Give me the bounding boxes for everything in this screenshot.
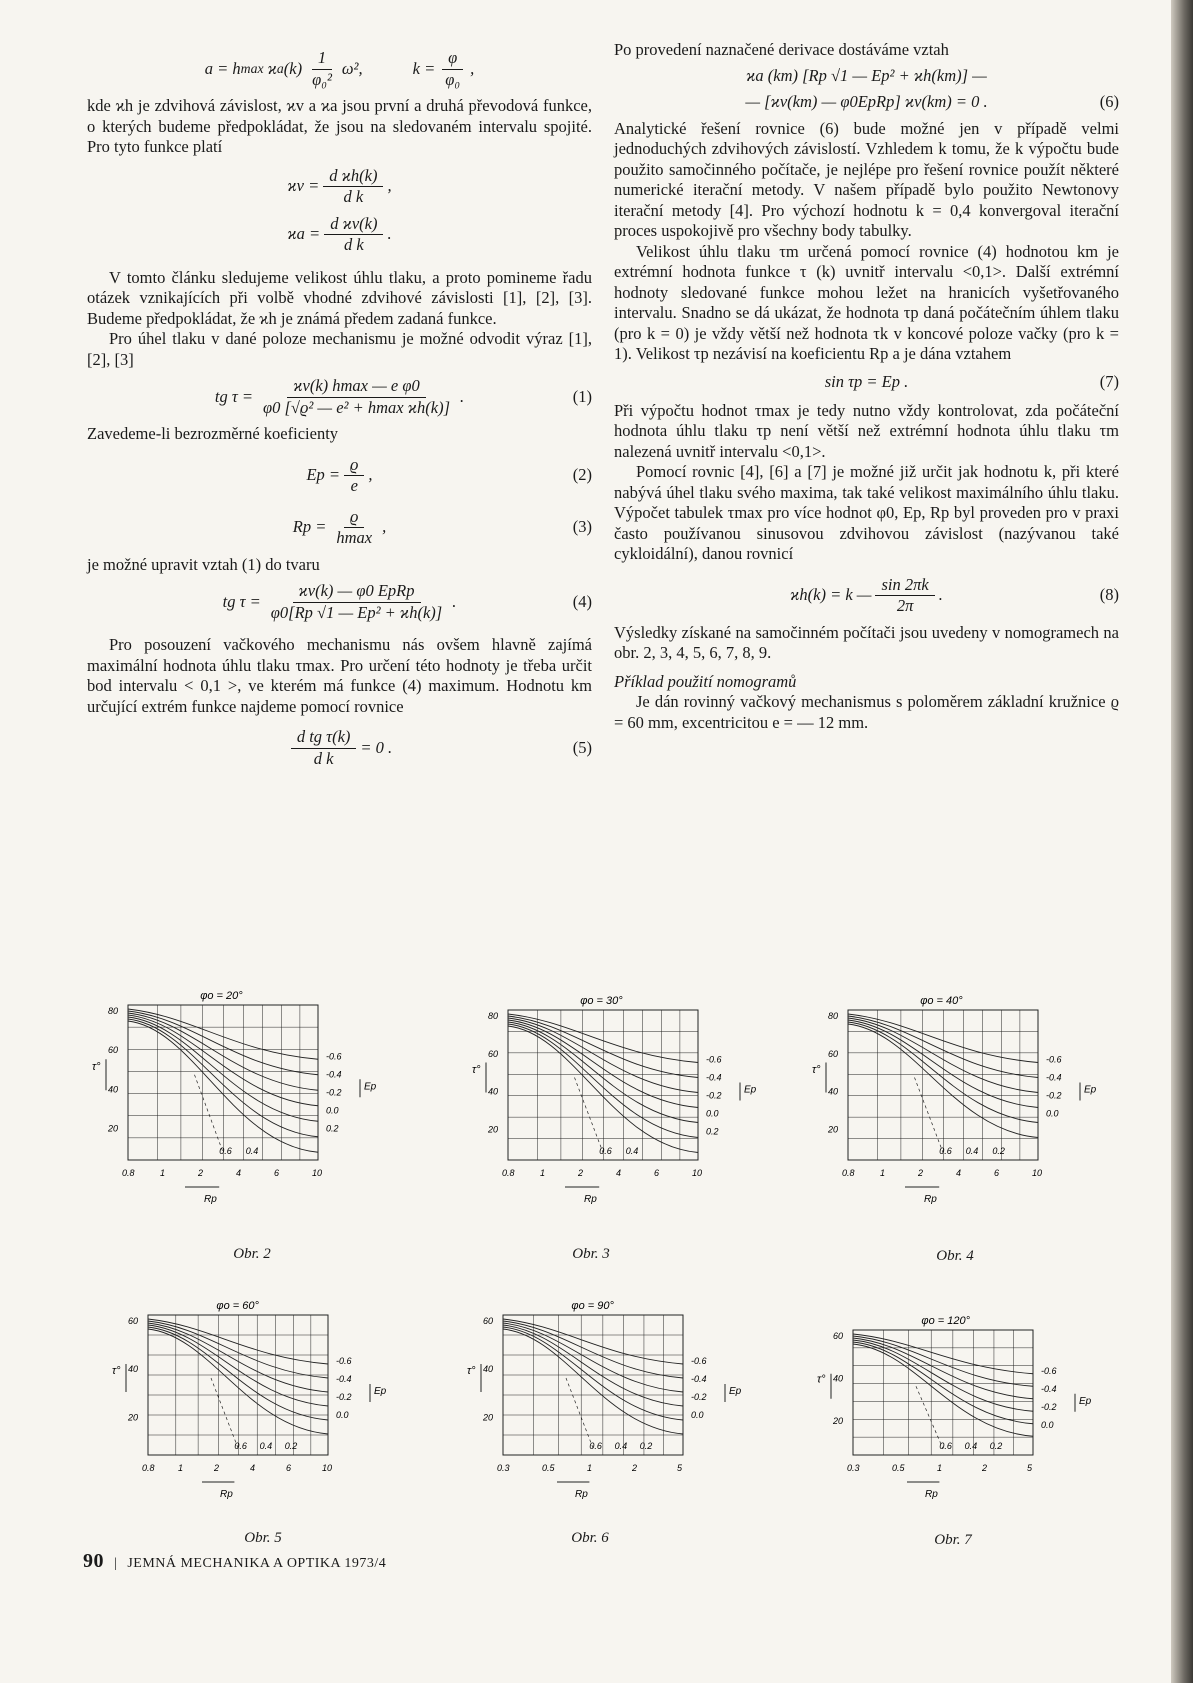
y-tick-label: 40	[128, 1364, 139, 1375]
chart-title: φo = 20°	[200, 990, 243, 1002]
ep-label: Ep	[364, 1081, 377, 1093]
inner-curve-label: 0.4	[245, 1146, 259, 1156]
paragraph: Zavedeme-li bezrozměrné koeficienty	[87, 424, 339, 443]
boundary-curve	[195, 1075, 224, 1153]
inner-curve-label: 0.6	[939, 1146, 952, 1156]
series-curve	[848, 1018, 1038, 1093]
ep-value-label: -0.2	[1046, 1090, 1062, 1101]
section-title: Příklad použití nomogramů	[614, 671, 797, 691]
inner-curve-label: 0.4	[259, 1441, 273, 1451]
ep-value-label: -0.6	[691, 1356, 707, 1366]
inner-curve-label: 0.4	[625, 1146, 639, 1156]
nomogram-figure-5	[110, 1295, 400, 1505]
boundary-curve	[916, 1386, 943, 1449]
series-curve	[853, 1334, 1033, 1374]
ep-value-label: -0.4	[326, 1069, 342, 1080]
series-curve	[508, 1026, 698, 1153]
ep-value-label: -0.4	[706, 1072, 722, 1083]
x-tick-label: 6	[286, 1463, 292, 1473]
series-curve	[508, 1022, 698, 1123]
figure-caption: Obr. 3	[572, 1246, 610, 1262]
nomogram-figure-7	[815, 1310, 1105, 1505]
y-tick-label: 60	[108, 1045, 119, 1056]
journal-name: JEMNÁ MECHANIKA A OPTIKA 1973/4	[127, 1556, 387, 1571]
figure-caption: Obr. 2	[233, 1246, 271, 1262]
y-tick-label: 20	[108, 1123, 119, 1134]
nomogram-figure-2	[90, 985, 390, 1210]
x-tick-label: 5	[1027, 1463, 1033, 1473]
inner-curve-label: 0.2	[639, 1441, 653, 1451]
chart-frame	[503, 1315, 683, 1455]
figure-caption: Obr. 5	[244, 1530, 282, 1546]
x-tick-label: 10	[312, 1168, 323, 1178]
y-tick-label: 80	[108, 1006, 119, 1016]
paragraph: je možné upravit vztah (1) do tvaru	[87, 554, 320, 574]
equation-number: (3)	[572, 517, 592, 537]
boundary-curve	[566, 1378, 593, 1448]
inner-curve-label: 0.2	[989, 1441, 1003, 1451]
x-tick-label: 0.8	[842, 1168, 855, 1178]
paragraph: Pro úhel tlaku v dané poloze mechanismu je možné odvodit výraz [1], [2], [3]	[87, 329, 592, 369]
fraction: $\frac{1}{\text{φ₀²}}$	[312, 48, 332, 89]
ep-label: Ep	[1079, 1395, 1092, 1407]
y-tick-label: 60	[488, 1048, 499, 1059]
y-tick-label: 60	[483, 1316, 494, 1326]
ep-value-label: -0.2	[1041, 1401, 1057, 1412]
equation-4: tg τ = $\frac{\text{ϰv(k) — φ0 EpRp}}{\text{φ0[Rp √1 — Ep² + ϰh(k)]}}$ . (4)	[222, 581, 592, 622]
equation-number: (8)	[1099, 585, 1119, 605]
x-axis-label: Rp	[925, 1489, 938, 1500]
x-tick-label: 2	[578, 1168, 584, 1178]
x-tick-label: 2	[632, 1463, 638, 1473]
equation-ka: ϰa = $\frac{\text{d ϰv(k)}}{\text{d k}}$ .	[287, 213, 392, 254]
fraction: $\frac{\varphi}{\text{φ₀}}$	[439, 48, 466, 90]
ep-value-label: -0.4	[336, 1374, 352, 1384]
equation-number: (4)	[572, 591, 592, 611]
series-curve	[503, 1327, 683, 1420]
inner-curve-label: 0.6	[234, 1441, 247, 1451]
series-curve	[853, 1340, 1033, 1411]
x-tick-label: 0.3	[497, 1463, 510, 1473]
equation-5: $\frac{\text{d tg τ(k)}}{\text{d k}}$ = 0 . (5)	[87, 727, 592, 769]
y-tick-label: 40	[833, 1373, 844, 1384]
x-tick-label: 0.8	[142, 1463, 155, 1473]
nomogram-figure-3	[470, 990, 770, 1210]
figure-caption: Obr. 6	[571, 1530, 609, 1546]
y-tick-label: 40	[483, 1364, 494, 1375]
figure-caption: Obr. 4	[936, 1248, 974, 1264]
x-tick-label: 1	[937, 1463, 943, 1473]
ep-value-label: -0.2	[691, 1392, 707, 1402]
series-curve	[503, 1329, 683, 1434]
paragraph: Velikost úhlu tlaku τm určená pomocí rovnice (4) hodnotou km je extrémní hodnota funkce τ (k) uvnitř intervalu <0,1>. Další extrémní hodnoty sledované funkce mohou ležet na hranicích vyšetřovaného intervalu. Snadno se dá ukázat, že hodnota τp daná počátečním úhlem tlaku (pro k = 0) je vždy větší než hodnota τk v koncové poloze vačky (pro k = 1). Velikost τp nezávisí na koeficientu Rp a je dána vztahem	[614, 241, 1119, 363]
paragraph: kde ϰh je zdvihová závislost, ϰv a ϰa jsou první a druhá převodová funkce, o kterých budeme předpokládat, že jsou na sledovaném intervalu spojité. Pro tyto funkce platí	[87, 96, 592, 156]
equation-number: (5)	[572, 737, 592, 757]
equation-a-k: a = h max ϰ a (k) $\frac{1}{\text{φ₀²}}$ ω², k = $\frac{\varphi}{\text{φ₀}}$ ,	[204, 48, 475, 89]
x-tick-label: 1	[160, 1168, 166, 1178]
y-tick-label: 40	[108, 1084, 119, 1095]
x-tick-label: 2	[918, 1168, 924, 1178]
nomogram-figure-4	[810, 990, 1110, 1210]
ep-label: Ep	[1084, 1084, 1097, 1096]
y-axis-label: τ°	[472, 1064, 481, 1076]
left-column	[87, 40, 592, 775]
series-curve	[128, 1021, 318, 1152]
x-tick-label: 1	[880, 1168, 886, 1178]
series-curve	[128, 1017, 318, 1121]
ep-value-label: -0.4	[1046, 1072, 1062, 1083]
x-tick-label: 0.3	[847, 1463, 860, 1473]
equation-1: tg τ = $\frac{\text{ϰv(k) hmax — e φ0}}{\text{φ0 [√ϱ² — e² + hmax ϰh(k)]}}$ . (1)	[214, 376, 592, 417]
ep-label: Ep	[744, 1084, 757, 1096]
x-axis-label: Rp	[220, 1489, 233, 1500]
y-axis-label: τ°	[812, 1064, 821, 1076]
y-axis-label: τ°	[112, 1364, 121, 1377]
ep-value-label: -0.6	[336, 1356, 352, 1366]
equation-number: (1)	[572, 386, 592, 406]
series-curve	[128, 1009, 318, 1059]
paragraph: Výsledky získané na samočinném počítači jsou uvedeny v nomogramech na obr. 2, 3, 4, 5, 6, 7, 8, 9.	[614, 622, 1119, 662]
series-curve	[853, 1338, 1033, 1399]
x-tick-label: 0.8	[502, 1168, 515, 1178]
equation-8: ϰh(k) = k — $\frac{\sin 2\pi k}{2\pi}$ . (8)	[790, 574, 1119, 615]
series-curve	[148, 1327, 328, 1420]
equation-3: Rp = $\frac{ϱ}{hmax}$ , (3)	[292, 506, 592, 547]
y-tick-label: 60	[828, 1048, 839, 1059]
series-curve	[148, 1329, 328, 1434]
x-axis-label: Rp	[575, 1489, 588, 1500]
figure-caption: Obr. 7	[934, 1532, 972, 1548]
series-curve	[503, 1319, 683, 1364]
chart-title: φo = 90°	[571, 1300, 614, 1312]
chart-frame	[148, 1315, 328, 1455]
paragraph: Pomocí rovnic [4], [6] a [7] je možné již určit jak hodnotu k, při které nabývá úhel tlaku svého maxima, tak také velikost maximálního úhlu tlaku. Výpočet tabulek τmax pro více hodnot φ0, Ep, Rp byl proveden pro v praxi často používanou sinusovou zdvihovou závislost (nazývanou také cykloidální), danou rovnicí	[614, 462, 1119, 563]
y-axis-label: τ°	[817, 1373, 826, 1386]
y-tick-label: 40	[488, 1086, 499, 1097]
equation-number: (2)	[572, 465, 592, 485]
ep-value-label: 0.0	[706, 1108, 719, 1119]
x-tick-label: 1	[540, 1168, 546, 1178]
x-tick-label: 4	[956, 1168, 962, 1178]
ep-value-label: -0.2	[706, 1090, 722, 1101]
ep-value-label: -0.2	[326, 1087, 342, 1098]
ep-value-label: 0.2	[706, 1126, 719, 1137]
x-tick-label: 6	[654, 1168, 660, 1178]
y-tick-label: 40	[828, 1086, 839, 1097]
x-tick-label: 4	[250, 1463, 256, 1473]
paragraph: Je dán rovinný vačkový mechanismus s poloměrem základní kružnice ϱ = 60 mm, excentricitou e = — 12 mm.	[614, 692, 1119, 732]
series-curve	[848, 1022, 1038, 1123]
x-tick-label: 10	[692, 1168, 703, 1178]
inner-curve-label: 0.6	[599, 1146, 612, 1156]
series-curve	[503, 1323, 683, 1392]
x-tick-label: 1	[178, 1463, 184, 1473]
page-edge-shadow	[1171, 0, 1193, 1683]
ep-value-label: 0.0	[1041, 1419, 1054, 1430]
ep-value-label: -0.2	[336, 1392, 352, 1402]
ep-value-label: 0.0	[691, 1410, 704, 1420]
equation-kv: ϰv = $\frac{\text{d ϰh(k)}}{\text{d k}}$ ,	[287, 165, 392, 206]
ep-label: Ep	[729, 1386, 742, 1397]
series-curve	[853, 1344, 1033, 1436]
x-tick-label: 6	[274, 1168, 280, 1178]
series-curve	[128, 1013, 318, 1090]
inner-curve-label: 0.4	[614, 1441, 628, 1451]
y-tick-label: 60	[833, 1331, 844, 1341]
ep-value-label: -0.6	[326, 1051, 342, 1062]
paragraph: V tomto článku sledujeme velikost úhlu tlaku, a proto pomineme řadu otázek vznikajících při volbě vhodné zdvihové závislosti [1], [2], [3]. Budeme předpokládat, že ϰh je známá předem zadaná funkce.	[87, 267, 592, 328]
ep-value-label: 0.0	[336, 1410, 349, 1420]
ep-value-label: -0.6	[1046, 1054, 1062, 1065]
x-tick-label: 0.8	[122, 1168, 135, 1178]
chart-frame	[508, 1010, 698, 1160]
page-number: 90	[83, 1550, 104, 1572]
x-axis-label: Rp	[924, 1194, 937, 1205]
inner-curve-label: 0.4	[964, 1441, 978, 1451]
series-curve	[508, 1018, 698, 1093]
x-tick-label: 10	[1032, 1168, 1043, 1178]
paragraph: Při výpočtu hodnot τmax je tedy nutno vždy kontrolovat, zda počáteční hodnota úhlu tlaku τp není větší než extrémní hodnota úhlu tlaku τm nalezená uvnitř intervalu <0,1>.	[614, 400, 1119, 461]
paragraph: Po provedení naznačené derivace dostáváme vztah	[614, 40, 949, 59]
equation-6b: — [ϰv(km) — φ0EpRp] ϰv(km) = 0 . (6)	[745, 92, 1119, 112]
y-tick-label: 20	[488, 1124, 499, 1135]
chart-title: φo = 120°	[921, 1315, 970, 1327]
y-tick-label: 20	[483, 1412, 494, 1423]
chart-frame	[848, 1010, 1038, 1160]
ep-value-label: 0.2	[326, 1123, 339, 1134]
ep-value-label: 0.0	[326, 1105, 339, 1116]
boundary-curve	[575, 1078, 604, 1153]
series-curve	[148, 1319, 328, 1364]
boundary-curve	[211, 1378, 238, 1448]
ep-value-label: -0.6	[706, 1054, 722, 1065]
y-axis-label: τ°	[467, 1364, 476, 1377]
y-tick-label: 20	[828, 1124, 839, 1135]
inner-curve-label: 0.4	[965, 1146, 979, 1156]
paragraph: Analytické řešení rovnice (6) bude možné jen v případě velmi jednoduchých zdvihových závislostí. Vzhledem k tomu, že k výpočtu bude použito samočinného počítače, je nejlépe pro řešení rovnice použít některé numerické iterační metody. V našem případě bylo použito Newtonovy iterační metody [4]. Pro výchozí hodnotu k = 0,4 konvergoval iterační proces uspokojivě pro všechny body tabulky.	[614, 118, 1119, 240]
inner-curve-label: 0.6	[589, 1441, 602, 1451]
x-tick-label: 2	[982, 1463, 988, 1473]
chart-title: φo = 60°	[216, 1300, 259, 1312]
chart-title: φo = 40°	[920, 995, 963, 1007]
y-tick-label: 20	[128, 1412, 139, 1423]
inner-curve-label: 0.6	[219, 1146, 232, 1156]
equation-2: Ep = $\frac{ϱ}{e}$ , (2)	[306, 454, 592, 495]
x-tick-label: 4	[616, 1168, 622, 1178]
ep-value-label: -0.6	[1041, 1365, 1057, 1376]
x-tick-label: 0.5	[892, 1463, 905, 1473]
x-axis-label: Rp	[204, 1194, 217, 1205]
series-curve	[848, 1014, 1038, 1063]
nomogram-figure-6	[465, 1295, 755, 1505]
boundary-curve	[915, 1078, 944, 1153]
series-curve	[508, 1014, 698, 1063]
y-tick-label: 80	[488, 1011, 499, 1021]
series-curve	[148, 1323, 328, 1392]
equation-6a: ϰa (km) [Rp √1 — Ep² + ϰh(km)] —	[746, 66, 987, 86]
y-tick-label: 80	[828, 1011, 839, 1021]
page-footer: 90 | JEMNÁ MECHANIKA A OPTIKA 1973/4	[83, 1550, 387, 1572]
x-tick-label: 5	[677, 1463, 683, 1473]
x-tick-label: 2	[214, 1463, 220, 1473]
inner-curve-label: 0.2	[992, 1146, 1005, 1156]
equation-number: (6)	[1099, 92, 1119, 112]
y-tick-label: 60	[128, 1316, 139, 1326]
x-tick-label: 4	[236, 1168, 242, 1178]
x-tick-label: 1	[587, 1463, 593, 1473]
right-column	[614, 40, 1119, 733]
y-tick-label: 20	[833, 1416, 844, 1427]
x-tick-label: 6	[994, 1168, 1000, 1178]
x-tick-label: 0.5	[542, 1463, 555, 1473]
inner-curve-label: 0.2	[284, 1441, 298, 1451]
ep-value-label: -0.4	[1041, 1383, 1057, 1394]
inner-curve-label: 0.6	[939, 1441, 952, 1451]
x-tick-label: 2	[198, 1168, 204, 1178]
ep-value-label: 0.0	[1046, 1108, 1059, 1119]
y-axis-label: τ°	[92, 1061, 101, 1074]
ep-value-label: -0.4	[691, 1374, 707, 1384]
chart-title: φo = 30°	[580, 995, 623, 1007]
ep-label: Ep	[374, 1386, 387, 1397]
equation-number: (7)	[1099, 372, 1119, 392]
x-axis-label: Rp	[584, 1194, 597, 1205]
equation-7: sin τp = Ep . (7)	[824, 372, 1119, 392]
x-tick-label: 10	[322, 1463, 333, 1473]
paragraph: Pro posouzení vačkového mechanismu nás ovšem hlavně zajímá maximální hodnota úhlu tlaku τmax. Pro určení této hodnoty je třeba určit bod intervalu < 0,1 >, ve kterém má funkce (4) maximum. Hodnotu km určující extrém funkce najdeme pomocí rovnice	[87, 635, 592, 716]
